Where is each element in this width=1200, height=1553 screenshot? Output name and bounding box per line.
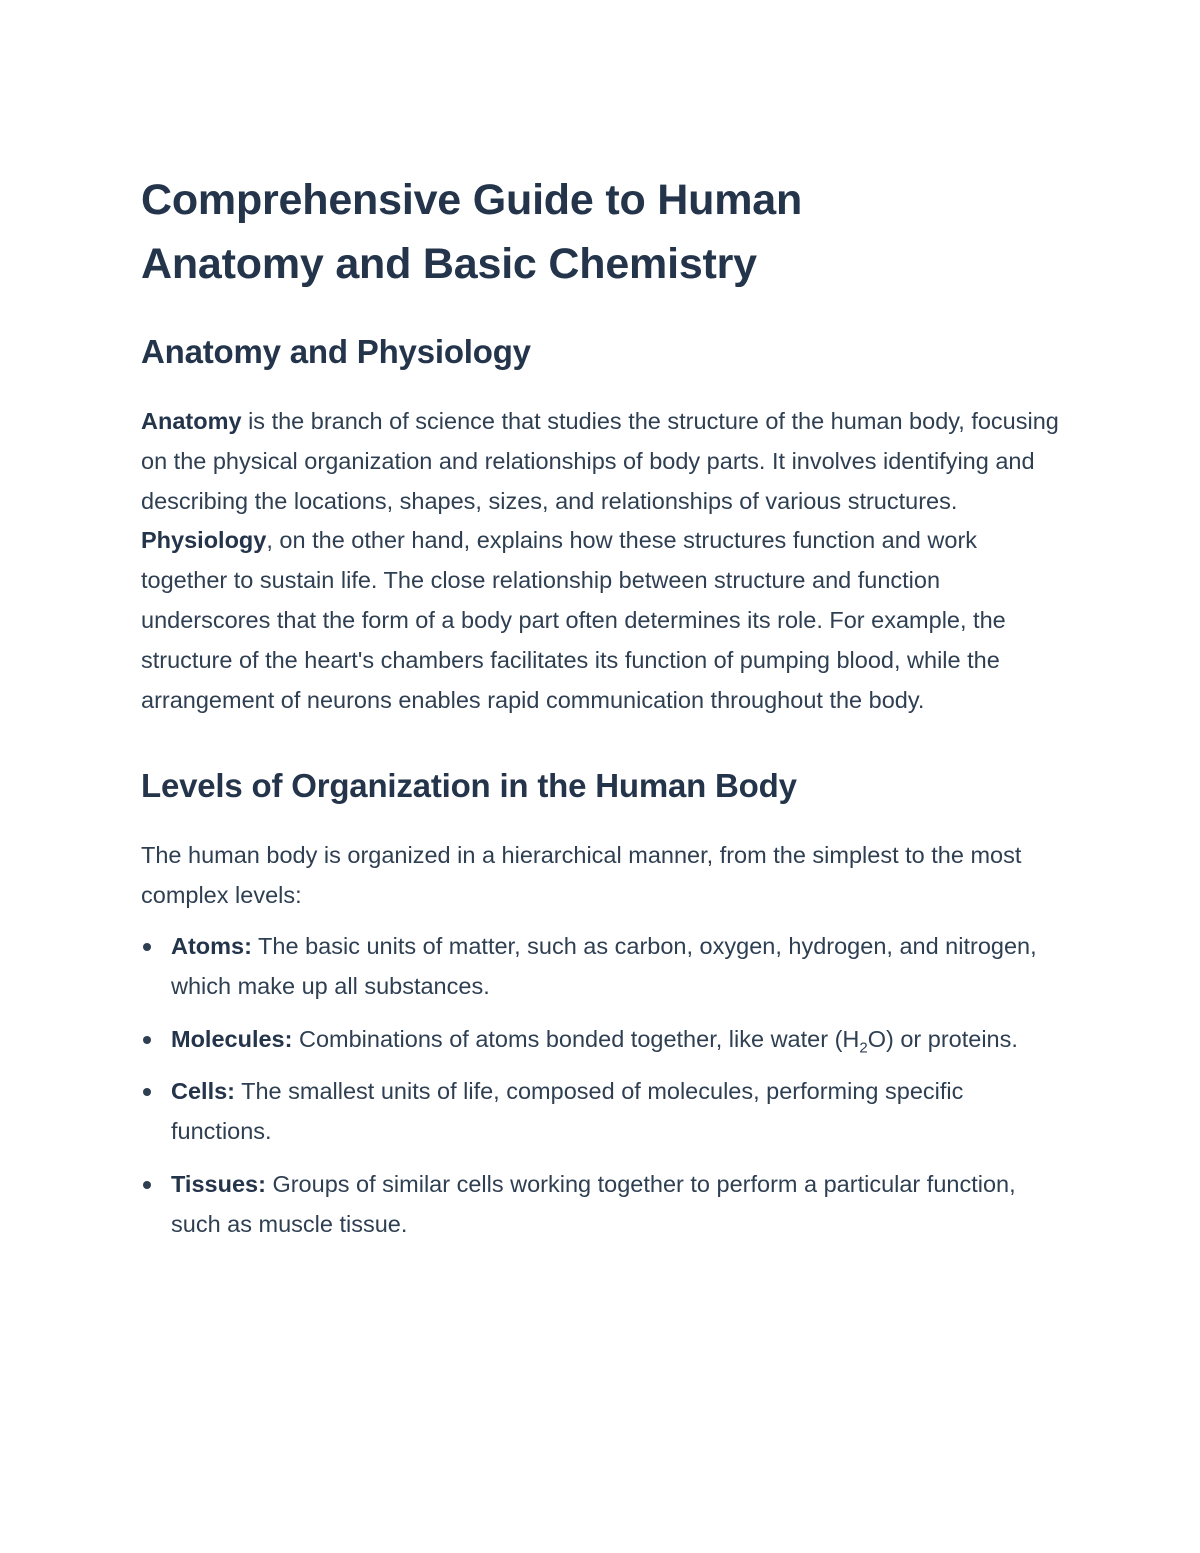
physiology-text: , on the other hand, explains how these structures function and work together to sustain life. The close relationship between structure and function underscores that the form of a body part often determines its role. For example, the structure of the heart's chambers facilitates its function of pumping blood, while the arrangement of neurons enables rapid communication throughout the body.: [141, 527, 1006, 713]
anatomy-text: is the branch of science that studies the structure of the human body, focusing on the physical organization and relationships of body parts. It involves identifying and describing the locations, shapes, sizes, and relationships of various structures.: [141, 408, 1059, 514]
term-physiology: Physiology: [141, 527, 267, 554]
list-item-term: Cells:: [171, 1078, 235, 1105]
anatomy-physiology-paragraph: [141, 402, 1066, 720]
list-item-term: Molecules:: [171, 1025, 293, 1052]
bullet-icon: [143, 1181, 151, 1189]
subscript-2: 2: [859, 1039, 868, 1057]
bullet-icon: [143, 943, 151, 951]
title-line-2: Anatomy and Basic Chemistry: [141, 240, 757, 288]
list-item-text: Combinations of atoms bonded together, like water (H: [292, 1025, 860, 1052]
title-line-1: Comprehensive Guide to Human: [141, 176, 803, 224]
list-item-term: Tissues:: [171, 1170, 266, 1197]
list-item-text-after: O) or proteins.: [867, 1025, 1018, 1052]
list-item: [141, 927, 1066, 1007]
list-item: [141, 1020, 1066, 1060]
list-item: [141, 1165, 1066, 1245]
list-item-text: Groups of similar cells working together to perform a particular function, such as muscle tissue.: [171, 1170, 1016, 1237]
document-page: [141, 168, 1066, 1258]
section-heading-anatomy-physiology: Anatomy and Physiology: [141, 333, 531, 370]
levels-list: [141, 927, 1066, 1245]
bullet-icon: [143, 1088, 151, 1096]
document-title: [141, 168, 1066, 296]
list-item-text: The smallest units of life, composed of molecules, performing specific functions.: [171, 1078, 964, 1145]
term-anatomy: Anatomy: [141, 408, 242, 434]
section-heading-levels-of-organization: Levels of Organization in the Human Body: [141, 767, 797, 805]
levels-intro-paragraph: The human body is organized in a hierarchical manner, from the simplest to the most complex levels:: [141, 842, 1022, 909]
bullet-icon: [143, 1036, 151, 1044]
list-item-term: Atoms:: [171, 932, 252, 959]
list-item: [141, 1072, 1066, 1152]
list-item-text: The basic units of matter, such as carbon, oxygen, hydrogen, and nitrogen, which make up all substances.: [171, 932, 1037, 999]
